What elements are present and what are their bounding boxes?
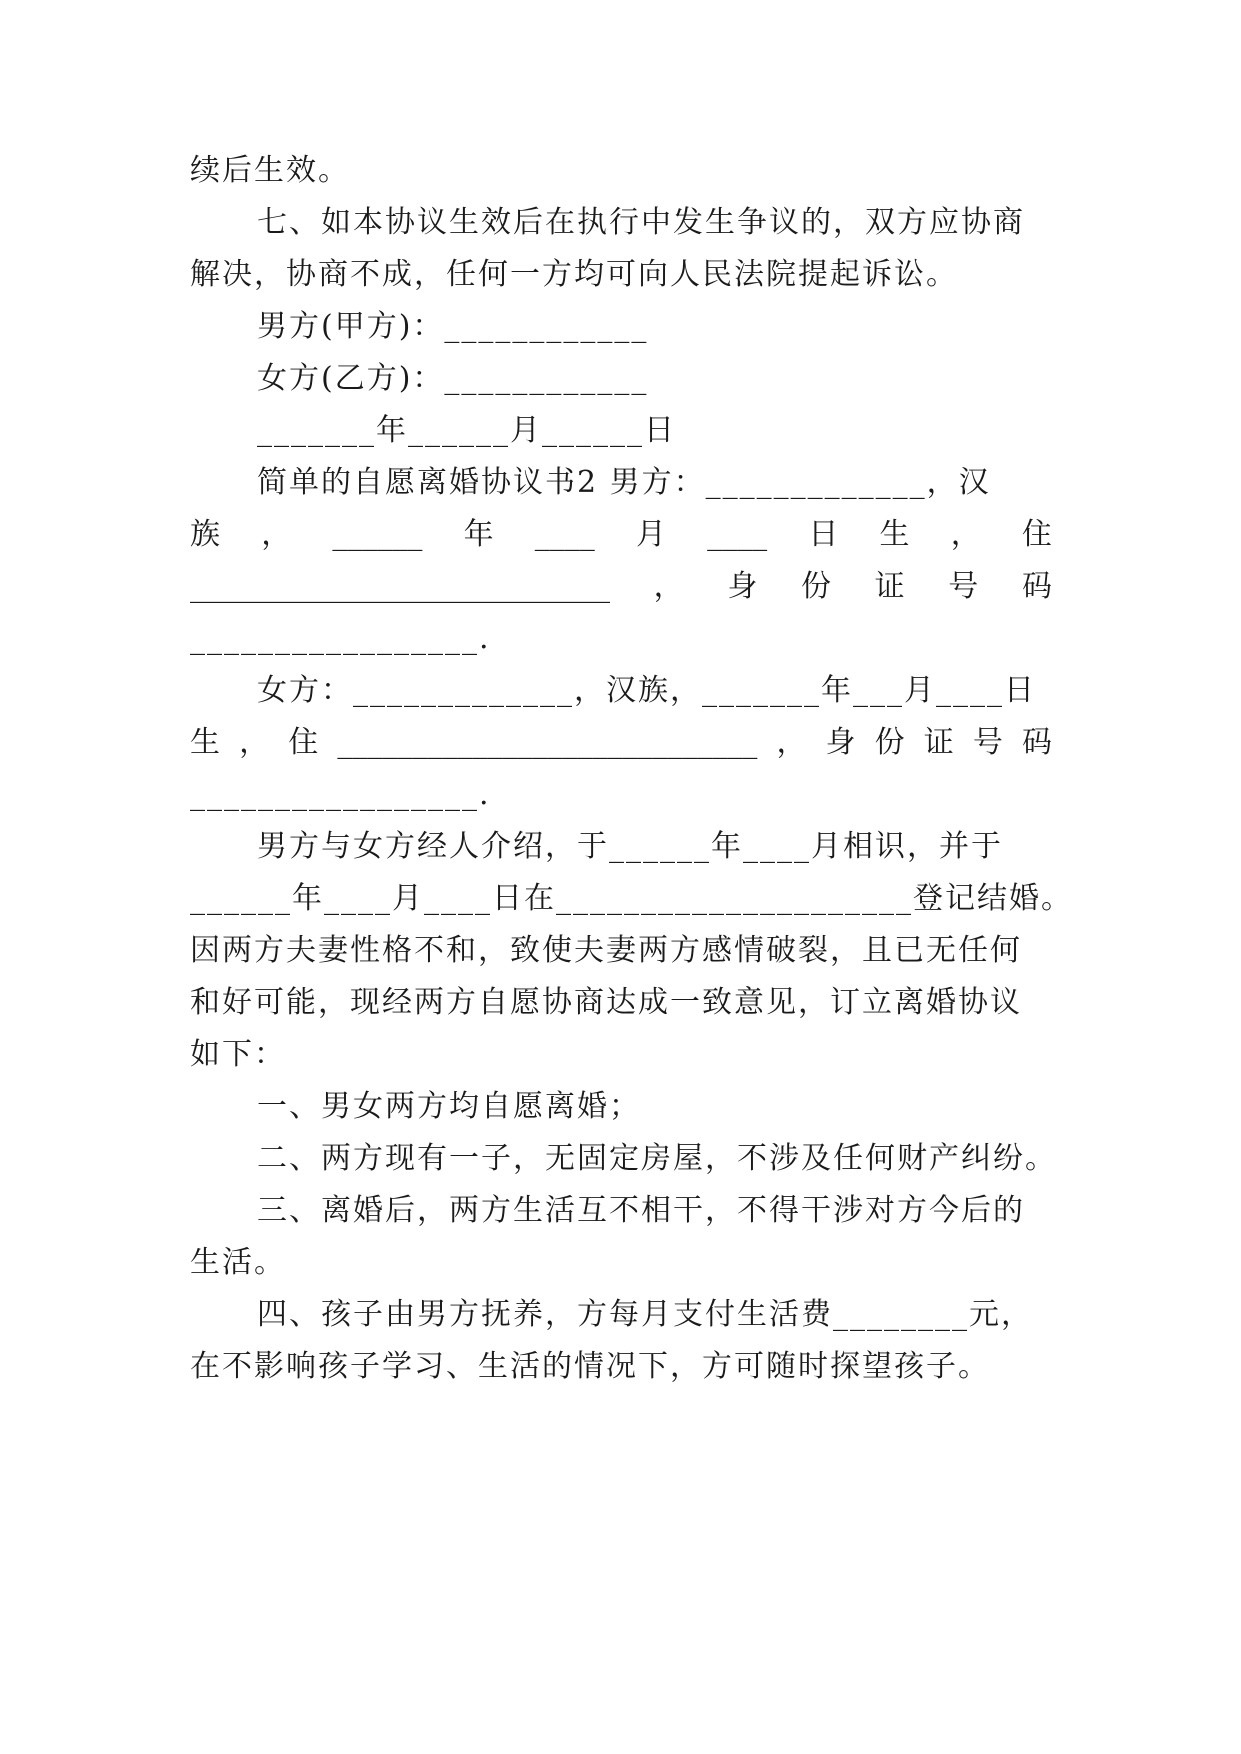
paragraph-line-continuation: 续后生效。 [190,153,350,188]
blank-field: ____________________________ [190,569,610,604]
female-party-birth-line: 女方：_____________，汉族，_______年___月____日 [257,673,1036,708]
clause-one-line: 一、男女两方均自愿离婚； [257,1089,641,1124]
introduction-line-2: ______年____月____日在_____________________登记结婚。 [190,881,1073,916]
text-segment: 日 [808,517,839,552]
clause-three-line-2: 生活。 [190,1245,286,1280]
text-segment: 号 [972,725,1003,760]
clause-two-line: 二、两方现有一子，无固定房屋，不涉及任何财产纠纷。 [257,1141,1057,1176]
male-party-signature-line: 男方(甲方)：____________ [257,309,649,344]
text-segment: ， [261,517,292,552]
female-party-address-line [190,723,1052,763]
text-segment: ， [776,725,807,760]
text-segment: ， [653,569,684,604]
text-segment: 族 [190,517,220,552]
text-segment: 生 [190,725,220,760]
female-party-signature-line: 女方(乙方)：____________ [257,361,649,396]
blank-field: ____________________________ [337,725,758,760]
clause-seven-line-2: 解决，协商不成，任何一方均可向人民法院提起诉讼。 [190,257,958,292]
male-party-address-line [190,567,1052,607]
introduction-line-3: 因两方夫妻性格不和，致使夫妻两方感情破裂，且已无任何 [190,933,1022,968]
introduction-line-4: 和好可能，现经两方自愿协商达成一致意见，订立离婚协议 [190,985,1022,1020]
clause-four-line-1: 四、孩子由男方抚养，方每月支付生活费________元， [257,1297,1033,1332]
clause-four-line-2: 在不影响孩子学习、生活的情况下，方可随时探望孩子。 [190,1349,990,1384]
signature-date-line: _______年______月______日 [257,413,676,448]
introduction-line-1: 男方与女方经人介绍，于______年____月相识，并于 [257,829,1003,864]
female-party-id-number-line: _________________. [190,777,491,812]
introduction-line-5: 如下： [190,1037,286,1072]
text-segment: 号 [948,569,979,604]
text-segment: 生 [879,517,910,552]
text-segment: 证 [874,569,905,604]
text-segment: 年 [463,517,494,552]
blank-field: ____ [707,517,768,552]
male-party-id-number-line: _________________. [190,621,491,656]
text-segment: 码 [1021,725,1052,760]
text-segment: 份 [800,569,831,604]
text-segment: 身 [825,725,856,760]
text-segment: 份 [874,725,905,760]
clause-seven-line-1: 七、如本协议生效后在执行中发生争议的，双方应协商 [257,205,1025,240]
text-segment: 月 [635,517,666,552]
blank-field: ______ [332,517,423,552]
male-party-birth-line [190,515,1052,555]
text-segment: ， [950,517,981,552]
blank-field: ____ [534,517,595,552]
text-segment: 住 [288,725,319,760]
text-segment: 身 [727,569,758,604]
text-segment: 码 [1021,569,1052,604]
text-segment: 证 [923,725,954,760]
text-segment: ， [239,725,270,760]
agreement-two-heading-line: 简单的自愿离婚协议书2 男方：_____________，汉 [257,465,991,500]
clause-three-line-1: 三、离婚后，两方生活互不相干，不得干涉对方今后的 [257,1193,1025,1228]
text-segment: 住 [1021,517,1052,552]
